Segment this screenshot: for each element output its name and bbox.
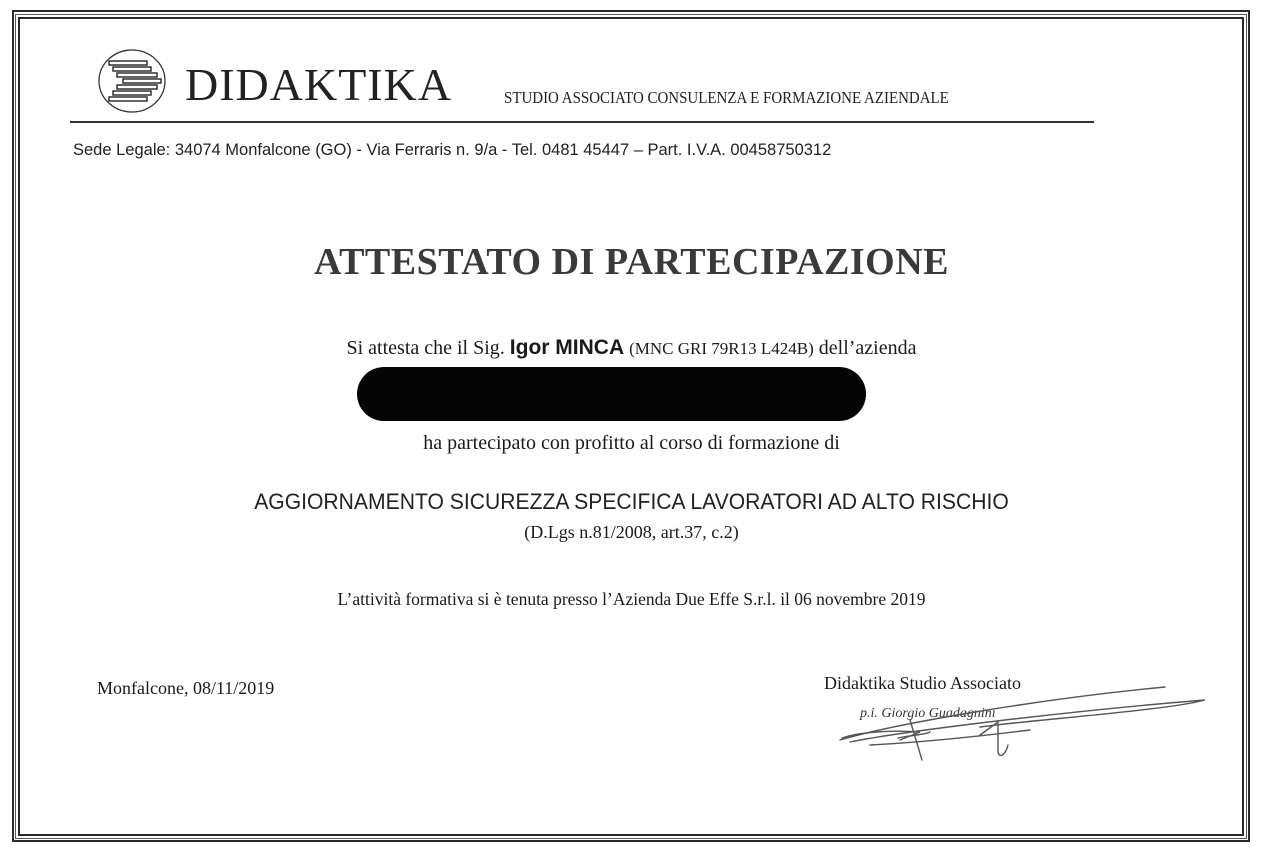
redacted-company-name (357, 367, 866, 421)
participant-name: Igor MINCA (509, 336, 625, 359)
signer-name: p.i. Giorgio Guadagnini (860, 706, 996, 721)
attestation-line (0, 336, 1263, 360)
company-label: dell’azienda (818, 337, 917, 359)
activity-details: L’attività formativa si è tenuta presso l’Azienda Due Effe S.r.l. il 06 novembre 2019 (337, 589, 926, 609)
fiscal-code: (MNC GRI 79R13 L424B) (629, 339, 814, 358)
participation-text: ha partecipato con profitto al corso di formazione di (423, 432, 840, 454)
brand-name: DIDAKTIKA (185, 59, 453, 110)
stacked-bars-circle-logo-icon (97, 48, 167, 114)
header-divider (70, 121, 1094, 123)
legal-reference: (D.Lgs n.81/2008, art.37, c.2) (524, 522, 739, 542)
border-frame-inner (18, 17, 1244, 836)
signing-organization: Didaktika Studio Associato (824, 673, 1021, 693)
course-title: AGGIORNAMENTO SICUREZZA SPECIFICA LAVORATORI AD ALTO RISCHIO (254, 489, 1009, 514)
legal-address: Sede Legale: 34074 Monfalcone (GO) - Via Ferraris n. 9/a - Tel. 0481 45447 – Part. I.V.A. 00458750312 (73, 141, 832, 159)
place-and-date: Monfalcone, 08/11/2019 (97, 678, 275, 698)
intro-text: Si attesta che il Sig. (346, 337, 505, 359)
brand-tagline: STUDIO ASSOCIATO CONSULENZA E FORMAZIONE AZIENDALE (504, 88, 949, 107)
certificate-title: ATTESTATO DI PARTECIPAZIONE (313, 241, 950, 283)
